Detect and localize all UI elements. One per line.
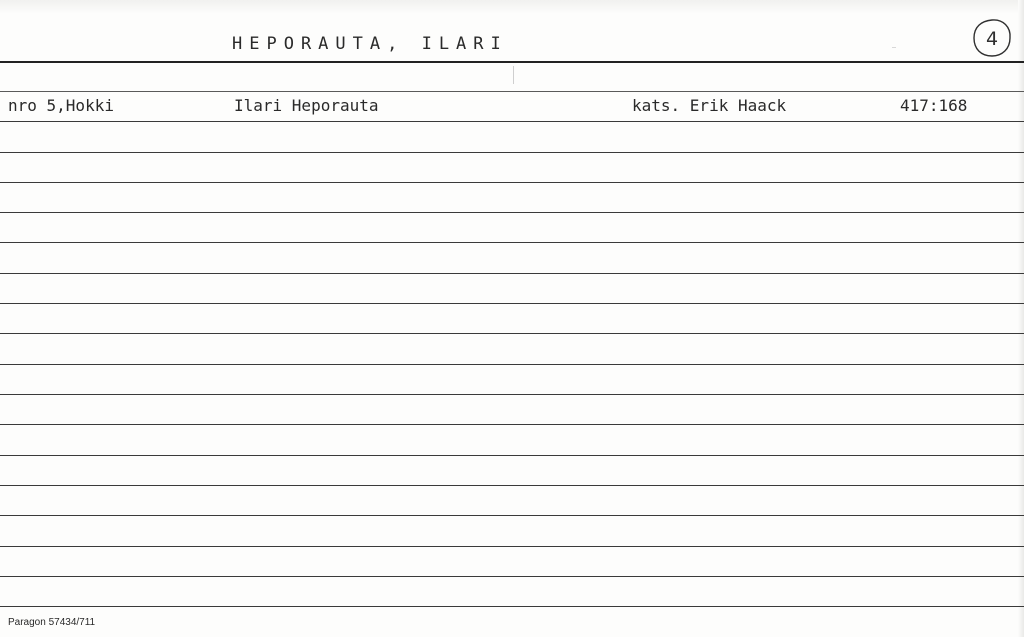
ruled-line	[0, 242, 1024, 243]
ruled-line	[0, 576, 1024, 577]
entry-page-reference: 417:168	[900, 96, 968, 115]
ruled-line	[0, 121, 1024, 122]
ruled-line	[0, 91, 1024, 92]
ruled-line	[0, 485, 1024, 486]
circled-number-stamp	[972, 18, 1012, 58]
entry-name: Ilari Heporauta	[234, 96, 379, 115]
ruled-line	[0, 546, 1024, 547]
ruled-line	[0, 212, 1024, 213]
ruled-line	[0, 455, 1024, 456]
circle-stamp-icon	[972, 18, 1012, 58]
ruled-line	[0, 424, 1024, 425]
paper-speck	[892, 47, 896, 48]
ruled-line	[0, 515, 1024, 516]
ruled-line	[0, 394, 1024, 395]
paper-mark	[513, 66, 514, 84]
card-heading: HEPORAUTA, ILARI	[232, 34, 508, 54]
printer-imprint: Paragon 57434/711	[8, 617, 96, 628]
ruled-line	[0, 364, 1024, 365]
stamp-number: 4	[985, 28, 999, 50]
ruled-line	[0, 606, 1024, 607]
entry-place: nro 5,Hokki	[8, 96, 114, 115]
ruled-line	[0, 303, 1024, 304]
ruled-line	[0, 333, 1024, 334]
ruled-line	[0, 152, 1024, 153]
card-top-edge	[0, 0, 1024, 14]
ruled-line	[0, 273, 1024, 274]
heading-rule	[0, 61, 1024, 63]
card-right-edge	[1018, 0, 1024, 637]
ruled-line	[0, 182, 1024, 183]
entry-reference: kats. Erik Haack	[632, 96, 787, 115]
